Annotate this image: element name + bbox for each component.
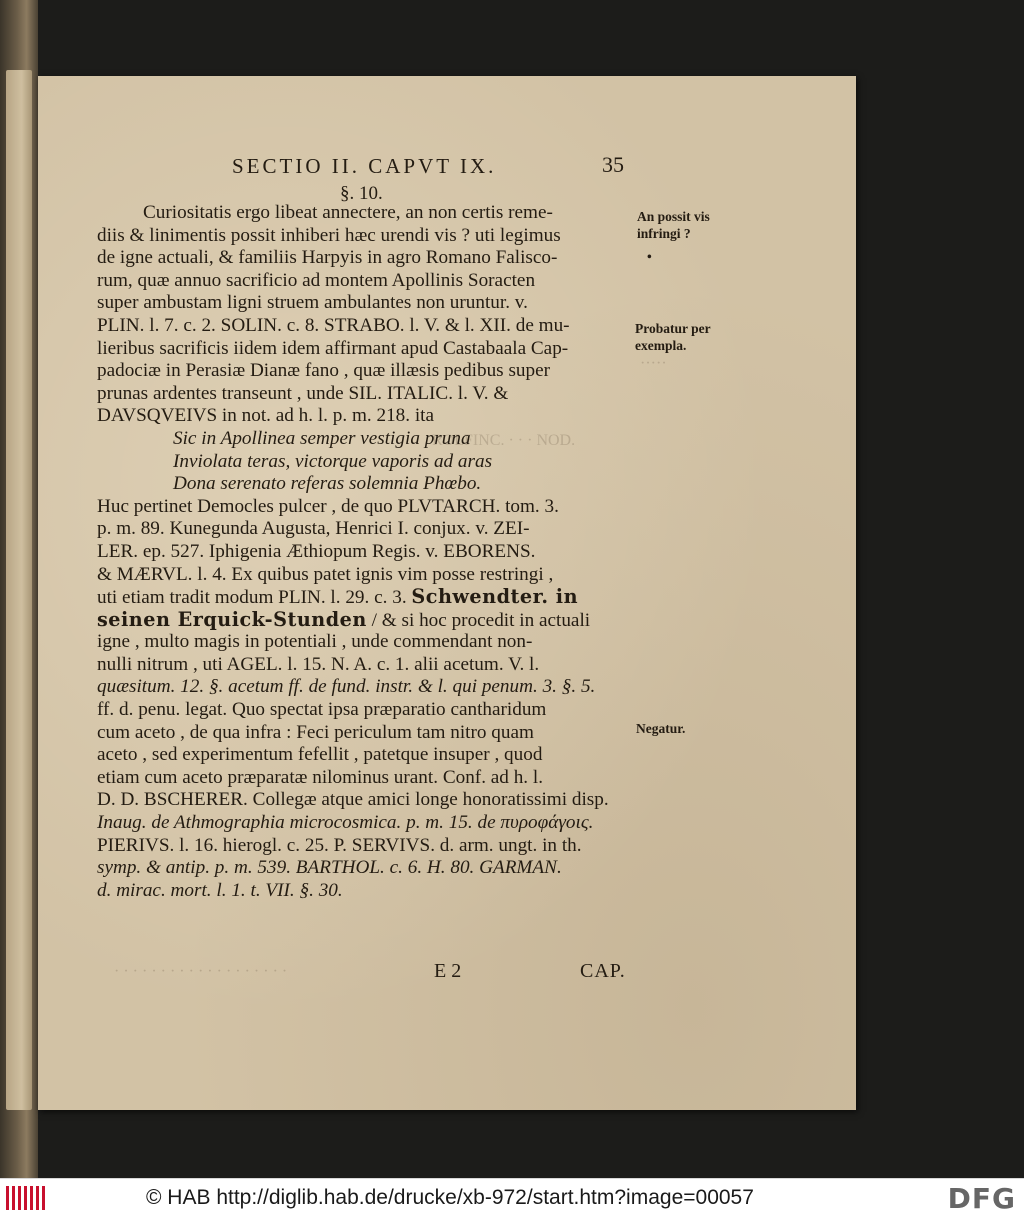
text-line: symp. & antip. p. m. 539. BARTHOL. c. 6. H. 80. GARMAN. — [97, 857, 562, 879]
verse-line: Dona serenato referas solemnia Phœbo. — [173, 473, 482, 495]
text-line — [97, 586, 631, 609]
text-line: quæsitum. 12. §. acetum ff. de fund. instr. & l. qui penum. 3. §. 5. — [97, 676, 596, 698]
text-line: PIERIVS. l. 16. hierogl. c. 25. P. SERVIVS. d. arm. ungt. in th. — [97, 834, 582, 856]
text-line: prunas ardentes transeunt , unde SIL. ITALIC. l. V. & — [97, 382, 509, 404]
catchword: CAP. — [580, 960, 626, 982]
text-line: DAVSQVEIVS in not. ad h. l. p. m. 218. ita — [97, 405, 435, 427]
verse-line: Sic in Apollinea semper vestigia pruna — [173, 427, 471, 449]
text-line: Curiositatis ergo libeat annectere, an non certis reme- — [143, 202, 553, 223]
text-line: super ambustam ligni struem ambulantes non uruntur. v. — [97, 292, 528, 314]
text-line: Inaug. de Athmographia microcosmica. p. m. 15. de πυρoφάγοις. — [97, 812, 594, 834]
bleed-through-2: ROLFINC. · · · NOD. — [432, 432, 576, 449]
text-line: lieribus sacrificis iidem idem affirmant apud Castabaala Cap- — [97, 337, 569, 359]
margin-note-line: Probatur per — [635, 321, 711, 336]
text-line-part: / & si hoc procedit in actuali — [366, 609, 591, 631]
running-header — [232, 150, 632, 182]
viewer-footer-bar — [0, 1178, 1024, 1217]
margin-note-3 — [636, 720, 685, 737]
text-line: LER. ep. 527. Iphigenia Æthiopum Regis. v. EBORENS. — [97, 540, 536, 562]
verse-line: Inviolata teras, victorque vaporis ad aras — [173, 450, 493, 472]
header-title: SECTIO II. CAPVT IX. — [232, 154, 497, 178]
text-line: diis & linimentis possit inhiberi hæc urendi vis ? uti legimus — [97, 224, 561, 246]
gothic-text: Schwendter. in — [411, 585, 579, 609]
copyright-url[interactable]: © HAB http://diglib.hab.de/drucke/xb-972/start.htm?image=00057 — [146, 1186, 754, 1209]
section-mark: §. 10. — [340, 183, 383, 204]
text-line: ff. d. penu. legat. Quo spectat ipsa præparatio cantharidum — [97, 699, 547, 721]
text-line: de igne actuali, & familiis Harpyis in agro Romano Falisco- — [97, 247, 558, 269]
dfg-logo: DFG — [947, 1182, 1016, 1215]
text-line: padociæ in Perasiæ Dianæ fano , quæ illæsis pedibus super — [97, 360, 551, 382]
gothic-text: seinen Erquick-Stunden — [97, 607, 367, 631]
hab-logo-icon — [6, 1186, 46, 1210]
text-line: nulli nitrum , uti AGEL. l. 15. N. A. c. 1. alii acetum. V. l. — [97, 653, 540, 675]
margin-note-line: Negatur. — [636, 721, 686, 736]
margin-note-dot: • — [647, 249, 652, 264]
text-line: cum aceto , de qua infra : Feci periculum tam nitro quam — [97, 721, 534, 743]
text-line: etiam cum aceto præparatæ nilominus urant. Conf. ad h. l. — [97, 766, 544, 788]
signature-mark: E 2 — [434, 960, 462, 982]
margin-note-line: An possit vis — [637, 209, 710, 224]
text-line: igne , multo magis in potentiali , unde commendant non- — [97, 631, 533, 653]
text-line: PLIN. l. 7. c. 2. SOLIN. c. 8. STRABO. l. V. & l. XII. de mu- — [97, 314, 570, 336]
text-line: rum, quæ annuo sacrificio ad montem Apollinis Soracten — [97, 269, 536, 291]
page-number: 35 — [602, 152, 624, 177]
text-line: & MÆRVL. l. 4. Ex quibus patet ignis vim posse restringi , — [97, 563, 554, 585]
text-line: p. m. 89. Kunegunda Augusta, Henrici I. conjux. v. ZEI- — [97, 518, 530, 540]
text-line-part: uti etiam tradit modum PLIN. l. 29. c. 3. — [97, 587, 407, 609]
text-line: d. mirac. mort. l. 1. t. VII. §. 30. — [97, 879, 343, 901]
margin-note-1 — [637, 208, 710, 265]
margin-note-line: exempla. — [635, 338, 687, 353]
bleed-through-3: · · · · · · · · · · · · · · · · · · · — [114, 963, 288, 980]
margin-note-2 — [635, 320, 711, 354]
margin-note-line: infringi ? — [637, 226, 691, 241]
body-text — [97, 202, 631, 902]
text-line — [97, 609, 631, 632]
text-line: D. D. BSCHERER. Collegæ atque amici longe honoratissimi disp. — [97, 789, 609, 811]
bleed-through-1: ····· — [640, 355, 667, 372]
previous-page-edge — [6, 70, 32, 1110]
text-line: aceto , sed experimentum fefellit , patetque insuper , quod — [97, 744, 543, 766]
book-spine — [0, 0, 38, 1178]
text-line: Huc pertinet Democles pulcer , de quo PLVTARCH. tom. 3. — [97, 495, 559, 517]
